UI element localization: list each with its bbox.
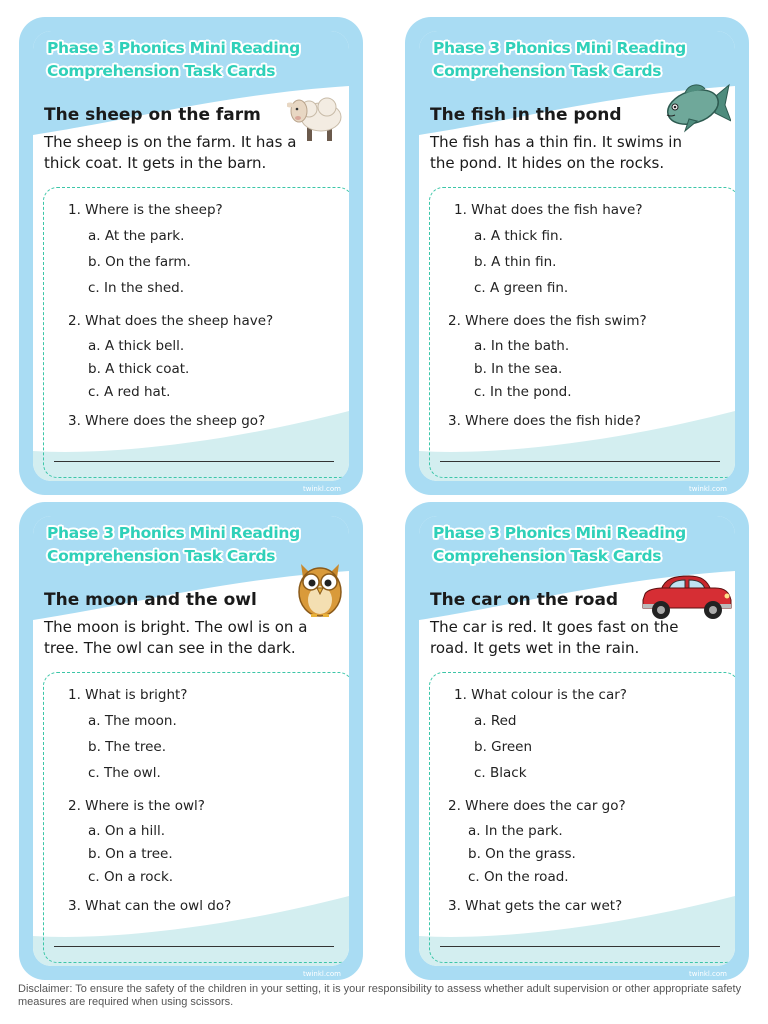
disclaimer-text: Disclaimer: To ensure the safety of the children in your setting, it is your responsibility to assess whether adult supervision or other appropriate safety measures are required when using scissors.: [18, 983, 742, 1008]
header-line-1: Phase 3 Phonics Mini Reading: [433, 524, 686, 542]
task-card-fish: [405, 17, 749, 495]
header-line-2: Comprehension Task Cards: [433, 547, 662, 565]
option-b: b. A thick coat.: [88, 361, 190, 377]
passage-line: The car is red. It goes fast on the: [430, 618, 679, 636]
task-card-car: [405, 502, 749, 980]
question-3: 3. What can the owl do?: [68, 898, 232, 914]
card-header: [47, 522, 300, 568]
answer-line[interactable]: [54, 461, 334, 462]
option-c: c. In the pond.: [474, 384, 572, 400]
option-a: a. A thick bell.: [88, 338, 185, 354]
card-passage: [44, 617, 344, 659]
owl-icon: [295, 556, 345, 618]
header-line-1: Phase 3 Phonics Mini Reading: [47, 524, 300, 542]
card-header: [433, 522, 686, 568]
passage-line: The sheep is on the farm. It has a: [44, 133, 297, 151]
header-line-2: Comprehension Task Cards: [433, 62, 662, 80]
questions-box: [43, 672, 349, 963]
option-b: b. On the grass.: [468, 846, 576, 862]
header-line-2: Comprehension Task Cards: [47, 62, 276, 80]
question-3: 3. Where does the fish hide?: [448, 413, 641, 429]
option-a: a. The moon.: [88, 713, 177, 729]
passage-line: The moon is bright. The owl is on a: [44, 618, 308, 636]
header-line-2: Comprehension Task Cards: [47, 547, 276, 565]
questions-box: [429, 187, 735, 478]
answer-line[interactable]: [440, 946, 720, 947]
option-c: c. A red hat.: [88, 384, 171, 400]
card-body: [33, 31, 349, 481]
option-b: b. In the sea.: [474, 361, 563, 377]
task-card-sheep: [19, 17, 363, 495]
passage-line: road. It gets wet in the rain.: [430, 639, 640, 657]
questions-box: [429, 672, 735, 963]
option-b: b. The tree.: [88, 739, 167, 755]
header-line-1: Phase 3 Phonics Mini Reading: [47, 39, 300, 57]
card-header: [433, 37, 686, 83]
card-body: [419, 31, 735, 481]
passage-line: the pond. It hides on the rocks.: [430, 154, 665, 172]
card-title: The sheep on the farm: [44, 105, 261, 125]
passage-line: thick coat. It gets in the barn.: [44, 154, 267, 172]
option-b: b. On the farm.: [88, 254, 191, 270]
card-passage: [44, 132, 344, 174]
card-title: The moon and the owl: [44, 590, 257, 610]
card-passage: [430, 132, 730, 174]
question-3: 3. What gets the car wet?: [448, 898, 623, 914]
passage-line: tree. The owl can see in the dark.: [44, 639, 296, 657]
option-c: c. The owl.: [88, 765, 161, 781]
question-1: 1. Where is the sheep?: [68, 202, 223, 218]
brand-text: twinkl.com: [302, 485, 341, 493]
question-1: 1. What is bright?: [68, 687, 188, 703]
option-b: b. A thin fin.: [474, 254, 557, 270]
option-a: a. On a hill.: [88, 823, 165, 839]
answer-line[interactable]: [440, 461, 720, 462]
option-c: c. A green fin.: [474, 280, 569, 296]
card-passage: [430, 617, 730, 659]
task-card-owl: [19, 502, 363, 980]
question-2: 2. Where does the car go?: [448, 798, 626, 814]
card-title: The car on the road: [430, 590, 619, 610]
passage-line: The fish has a thin fin. It swims in: [430, 133, 682, 151]
option-b: b. Green: [474, 739, 533, 755]
option-a: a. At the park.: [88, 228, 185, 244]
option-a: a. In the bath.: [474, 338, 570, 354]
option-c: c. Black: [474, 765, 527, 781]
card-body: [33, 516, 349, 966]
option-c: c. On the road.: [468, 869, 569, 885]
card-body: [419, 516, 735, 966]
option-c: c. On a rock.: [88, 869, 174, 885]
option-a: a. Red: [474, 713, 517, 729]
brand-text: twinkl.com: [688, 485, 727, 493]
option-a: a. In the park.: [468, 823, 563, 839]
fish-icon: [659, 81, 731, 137]
question-2: 2. What does the sheep have?: [68, 313, 274, 329]
header-line-1: Phase 3 Phonics Mini Reading: [433, 39, 686, 57]
question-1: 1. What colour is the car?: [454, 687, 627, 703]
option-b: b. On a tree.: [88, 846, 173, 862]
questions-box: [43, 187, 349, 478]
option-c: c. In the shed.: [88, 280, 185, 296]
question-2: 2. Where does the fish swim?: [448, 313, 647, 329]
question-3: 3. Where does the sheep go?: [68, 413, 266, 429]
brand-text: twinkl.com: [688, 970, 727, 978]
card-header: [47, 37, 300, 83]
question-2: 2. Where is the owl?: [68, 798, 205, 814]
brand-text: twinkl.com: [302, 970, 341, 978]
question-1: 1. What does the fish have?: [454, 202, 643, 218]
card-title: The fish in the pond: [430, 105, 622, 125]
answer-line[interactable]: [54, 946, 334, 947]
option-a: a. A thick fin.: [474, 228, 563, 244]
